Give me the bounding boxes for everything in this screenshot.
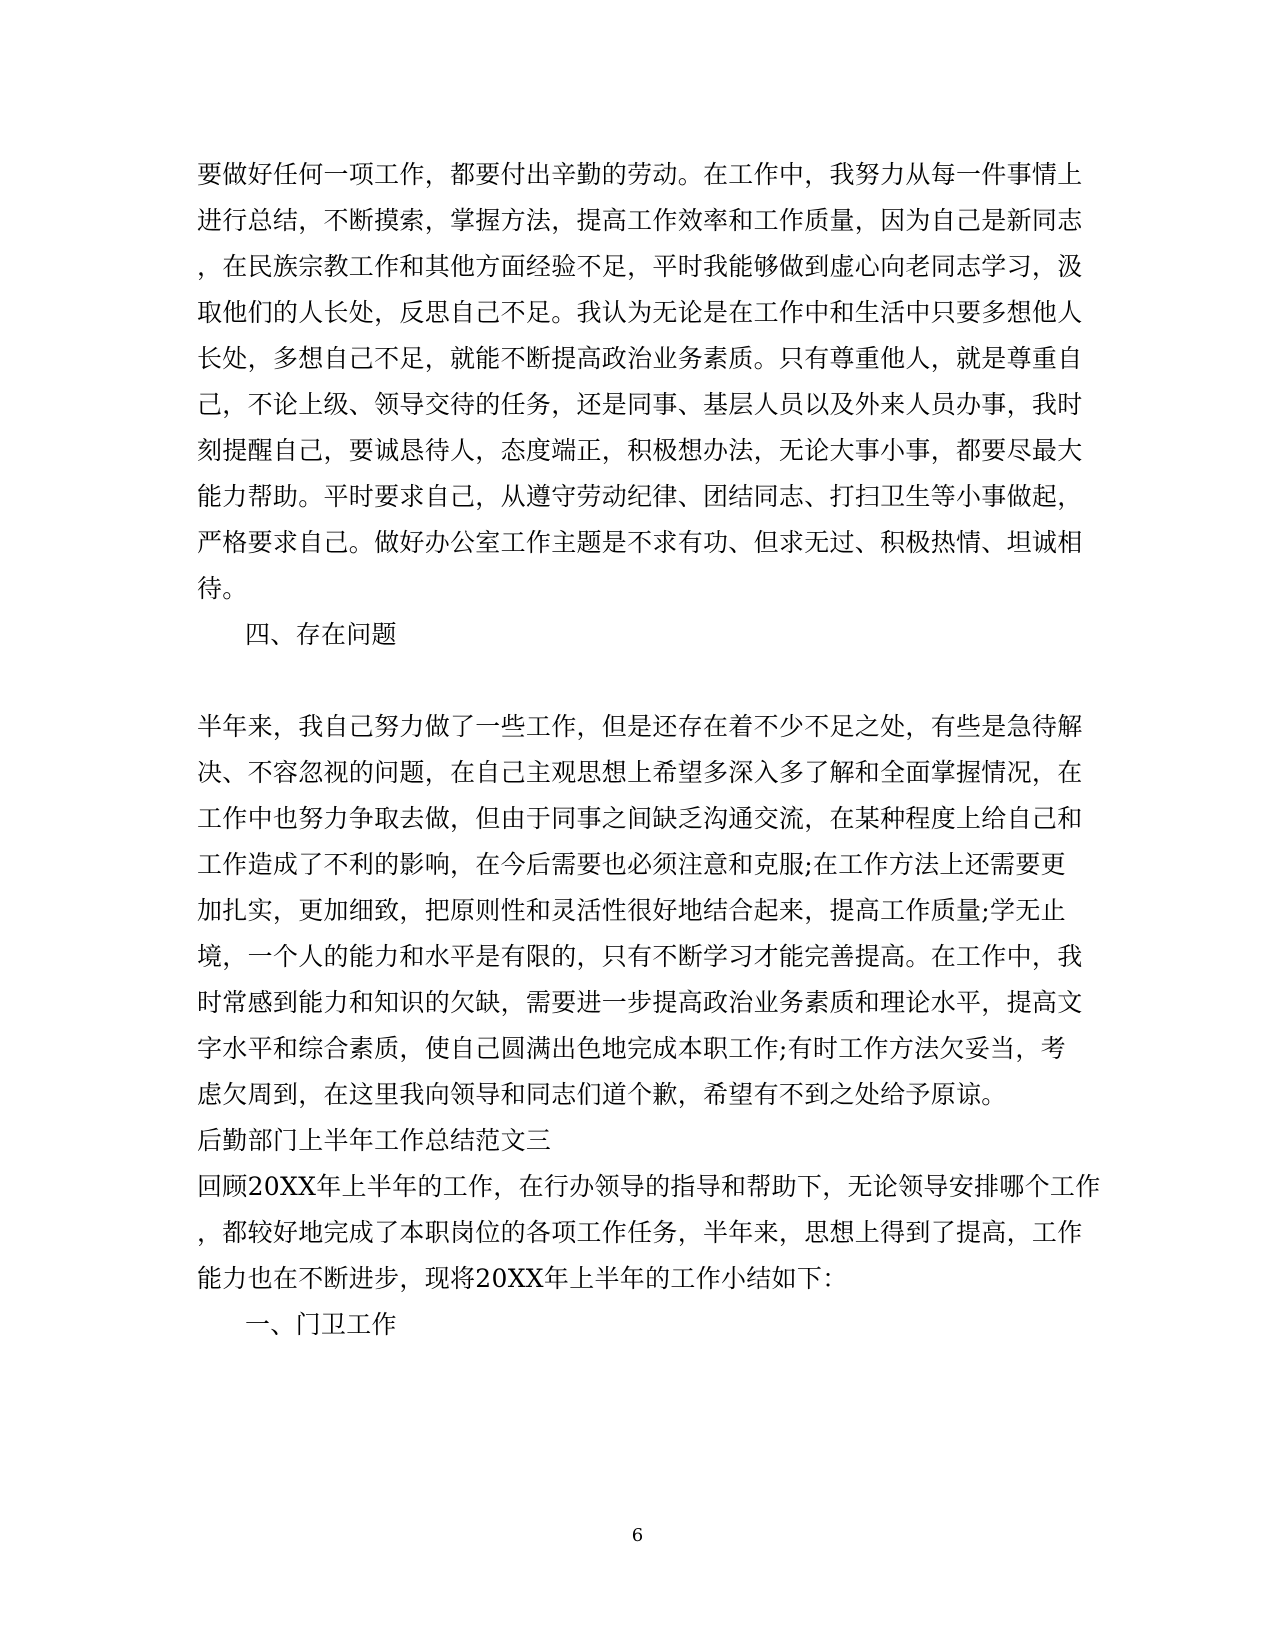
text-line: 虑欠周到，在这里我向领导和同志们道个歉，希望有不到之处给予原谅。: [197, 1080, 1007, 1109]
page-number: 6: [631, 1525, 644, 1546]
text-line: 回顾20XX年上半年的工作，在行办领导的指导和帮助下，无论领导安排哪个工作: [197, 1172, 1101, 1201]
text-line: 严格要求自己。做好办公室工作主题是不求有功、但求无过、积极热情、坦诚相: [197, 528, 1083, 557]
text-line: 进行总结，不断摸索，掌握方法，提高工作效率和工作质量，因为自己是新同志: [197, 206, 1083, 235]
text-line: 工作中也努力争取去做，但由于同事之间缺乏沟通交流，在某种程度上给自己和: [197, 804, 1083, 833]
text-line: 己，不论上级、领导交待的任务，还是同事、基层人员以及外来人员办事，我时: [197, 390, 1083, 419]
text-line: 要做好任何一项工作，都要付出辛勤的劳动。在工作中，我努力从每一件事情上: [197, 160, 1083, 189]
section-heading-problems: 四、存在问题: [245, 620, 397, 649]
text-line: 刻提醒自己，要诚恳待人，态度端正，积极想办法，无论大事小事，都要尽最大: [197, 436, 1083, 465]
text-line: 待。: [197, 574, 248, 603]
text-line: 时常感到能力和知识的欠缺，需要进一步提高政治业务素质和理论水平，提高文: [197, 988, 1083, 1017]
text-line: 长处，多想自己不足，就能不断提高政治业务素质。只有尊重他人，就是尊重自: [197, 344, 1083, 373]
text-line: 能力帮助。平时要求自己，从遵守劳动纪律、团结同志、打扫卫生等小事做起，: [197, 482, 1083, 511]
text-line: 字水平和综合素质，使自己圆满出色地完成本职工作;有时工作方法欠妥当，考: [197, 1034, 1066, 1063]
section-title: 后勤部门上半年工作总结范文三: [197, 1126, 552, 1155]
text-line: 加扎实，更加细致，把原则性和灵活性很好地结合起来，提高工作质量;学无止: [197, 896, 1066, 925]
text-line: 半年来，我自己努力做了一些工作，但是还存在着不少不足之处，有些是急待解: [197, 712, 1083, 741]
text-line: 能力也在不断进步，现将20XX年上半年的工作小结如下：: [197, 1264, 848, 1293]
text-line: 决、不容忽视的问题，在自己主观思想上希望多深入多了解和全面掌握情况，在: [197, 758, 1083, 787]
text-line: 境，一个人的能力和水平是有限的，只有不断学习才能完善提高。在工作中，我: [197, 942, 1083, 971]
text-line: ，在民族宗教工作和其他方面经验不足，平时我能够做到虚心向老同志学习，汲: [197, 252, 1083, 281]
section-heading-gate: 一、门卫工作: [245, 1310, 397, 1339]
text-line: ，都较好地完成了本职岗位的各项工作任务，半年来，思想上得到了提高，工作: [197, 1218, 1083, 1247]
text-line: 工作造成了不利的影响，在今后需要也必须注意和克服;在工作方法上还需要更: [197, 850, 1066, 879]
text-line: 取他们的人长处，反思自己不足。我认为无论是在工作中和生活中只要多想他人: [197, 298, 1083, 327]
